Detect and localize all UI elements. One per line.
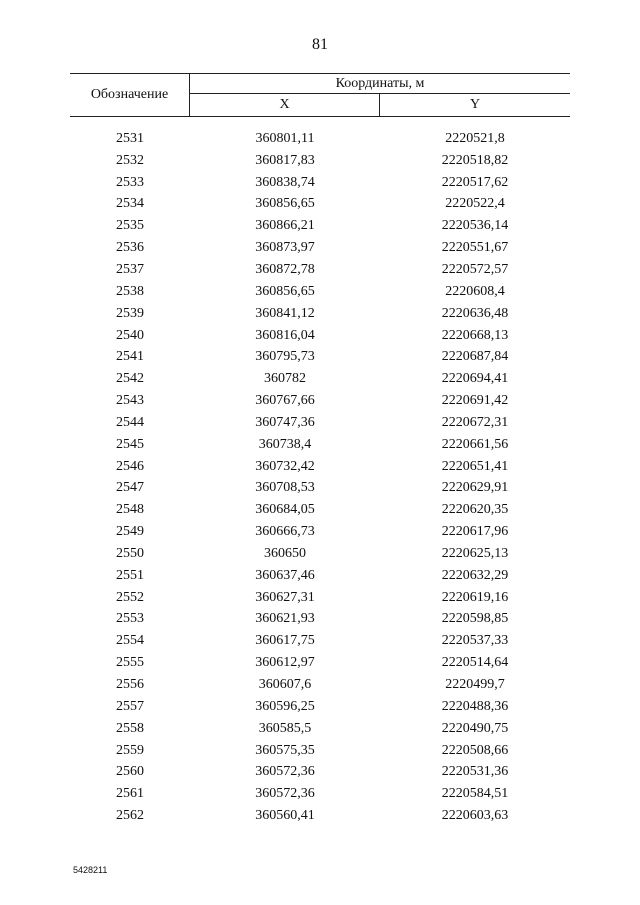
designation-cell: 2540 xyxy=(116,327,144,343)
designation-cell: 2533 xyxy=(116,174,144,190)
designation-cell: 2555 xyxy=(116,655,144,671)
y-cell: 2220636,48 xyxy=(441,305,509,321)
y-cell: 2220629,91 xyxy=(441,480,509,496)
y-cell: 2220691,42 xyxy=(441,393,509,409)
y-cell: 2220687,84 xyxy=(441,349,509,365)
x-cell: 360607,6 xyxy=(258,677,312,693)
y-cell: 2220514,64 xyxy=(441,655,509,671)
table-row xyxy=(70,128,570,150)
table-row xyxy=(70,259,570,281)
y-cell: 2220619,16 xyxy=(441,589,509,605)
table-row xyxy=(70,630,570,652)
table-row xyxy=(70,325,570,347)
table-row xyxy=(70,718,570,740)
table-row xyxy=(70,587,570,609)
x-cell: 360738,4 xyxy=(258,436,312,452)
x-cell: 360873,97 xyxy=(255,240,315,256)
y-cell: 2220537,33 xyxy=(441,633,509,649)
y-cell: 2220651,41 xyxy=(441,458,509,474)
y-cell: 2220620,35 xyxy=(441,502,509,518)
designation-cell: 2536 xyxy=(116,240,144,256)
table-row xyxy=(70,303,570,325)
y-cell: 2220668,13 xyxy=(441,327,509,343)
designation-cell: 2550 xyxy=(116,545,144,561)
x-cell: 360596,25 xyxy=(255,698,315,714)
y-cell: 2220572,57 xyxy=(441,261,509,277)
y-cell: 2220551,67 xyxy=(441,240,509,256)
table-row xyxy=(70,456,570,478)
x-cell: 360856,65 xyxy=(255,283,315,299)
x-cell: 360866,21 xyxy=(255,218,315,234)
table-row xyxy=(70,172,570,194)
y-cell: 2220518,82 xyxy=(441,152,509,168)
table-row xyxy=(70,412,570,434)
table-row xyxy=(70,652,570,674)
designation-cell: 2547 xyxy=(116,480,144,496)
designation-cell: 2548 xyxy=(116,502,144,518)
table-row xyxy=(70,521,570,543)
table-body xyxy=(70,128,570,827)
designation-cell: 2531 xyxy=(116,130,144,146)
x-cell: 360767,66 xyxy=(255,393,315,409)
y-cell: 2220517,62 xyxy=(441,174,509,190)
y-cell: 2220672,31 xyxy=(441,414,509,430)
coordinates-table xyxy=(70,73,570,824)
table-row xyxy=(70,237,570,259)
y-cell: 2220608,4 xyxy=(445,283,505,299)
table-row xyxy=(70,696,570,718)
y-cell: 2220603,63 xyxy=(441,808,509,824)
y-cell: 2220521,8 xyxy=(445,130,505,146)
y-cell: 2220531,36 xyxy=(441,764,509,780)
table-row xyxy=(70,478,570,500)
table-header xyxy=(70,73,570,117)
table-row xyxy=(70,674,570,696)
table-row xyxy=(70,281,570,303)
footer-code: 5428211 xyxy=(73,865,108,875)
header-designation: Обозначение xyxy=(70,74,190,116)
y-cell: 2220617,96 xyxy=(441,524,509,540)
x-cell: 360637,46 xyxy=(255,567,315,583)
table-row xyxy=(70,783,570,805)
x-cell: 360612,97 xyxy=(255,655,315,671)
x-cell: 360560,41 xyxy=(255,808,315,824)
y-cell: 2220508,66 xyxy=(441,742,509,758)
y-cell: 2220536,14 xyxy=(441,218,509,234)
x-cell: 360627,31 xyxy=(255,589,315,605)
page-number: 81 xyxy=(312,36,328,53)
designation-cell: 2541 xyxy=(116,349,144,365)
x-cell: 360816,04 xyxy=(255,327,315,343)
header-coordinates: Координаты, м xyxy=(190,74,570,94)
y-cell: 2220694,41 xyxy=(441,371,509,387)
x-cell: 360708,53 xyxy=(255,480,315,496)
y-cell: 2220490,75 xyxy=(441,720,509,736)
x-cell: 360666,73 xyxy=(255,524,315,540)
y-cell: 2220488,36 xyxy=(441,698,509,714)
table-row xyxy=(70,740,570,762)
x-cell: 360684,05 xyxy=(255,502,315,518)
x-cell: 360795,73 xyxy=(255,349,315,365)
designation-cell: 2556 xyxy=(116,677,144,693)
y-cell: 2220522,4 xyxy=(445,196,505,212)
header-x: X xyxy=(190,94,380,116)
x-cell: 360841,12 xyxy=(255,305,315,321)
designation-cell: 2532 xyxy=(116,152,144,168)
y-cell: 2220499,7 xyxy=(445,677,505,693)
table-row xyxy=(70,346,570,368)
y-cell: 2220598,85 xyxy=(441,611,509,627)
y-cell: 2220584,51 xyxy=(441,786,509,802)
x-cell: 360872,78 xyxy=(255,261,315,277)
designation-cell: 2552 xyxy=(116,589,144,605)
table-row xyxy=(70,565,570,587)
table-row xyxy=(70,761,570,783)
designation-cell: 2543 xyxy=(116,393,144,409)
x-cell: 360801,11 xyxy=(255,130,315,146)
x-cell: 360617,75 xyxy=(255,633,315,649)
y-cell: 2220625,13 xyxy=(441,545,509,561)
designation-cell: 2561 xyxy=(116,786,144,802)
table-row xyxy=(70,368,570,390)
designation-cell: 2546 xyxy=(116,458,144,474)
designation-cell: 2562 xyxy=(116,808,144,824)
x-cell: 360747,36 xyxy=(255,414,315,430)
table-row xyxy=(70,194,570,216)
x-cell: 360621,93 xyxy=(255,611,315,627)
table-row xyxy=(70,150,570,172)
x-cell: 360817,83 xyxy=(255,152,315,168)
x-cell: 360585,5 xyxy=(258,720,312,736)
table-row xyxy=(70,543,570,565)
designation-cell: 2557 xyxy=(116,698,144,714)
table-row xyxy=(70,499,570,521)
x-cell: 360572,36 xyxy=(255,786,315,802)
designation-cell: 2559 xyxy=(116,742,144,758)
designation-cell: 2545 xyxy=(116,436,144,452)
designation-cell: 2558 xyxy=(116,720,144,736)
designation-cell: 2549 xyxy=(116,524,144,540)
designation-cell: 2544 xyxy=(116,414,144,430)
table-row xyxy=(70,805,570,827)
x-cell: 360782 xyxy=(264,371,306,387)
y-cell: 2220632,29 xyxy=(441,567,509,583)
designation-cell: 2534 xyxy=(116,196,144,212)
x-cell: 360575,35 xyxy=(255,742,315,758)
designation-cell: 2554 xyxy=(116,633,144,649)
y-cell: 2220661,56 xyxy=(441,436,509,452)
designation-cell: 2535 xyxy=(116,218,144,234)
designation-cell: 2560 xyxy=(116,764,144,780)
x-cell: 360732,42 xyxy=(255,458,315,474)
designation-cell: 2551 xyxy=(116,567,144,583)
designation-cell: 2553 xyxy=(116,611,144,627)
table-row xyxy=(70,434,570,456)
header-y: Y xyxy=(469,97,481,112)
x-cell: 360572,36 xyxy=(255,764,315,780)
designation-cell: 2542 xyxy=(116,371,144,387)
x-cell: 360650 xyxy=(264,545,306,561)
x-cell: 360838,74 xyxy=(255,174,315,190)
x-cell: 360856,65 xyxy=(255,196,315,212)
table-row xyxy=(70,390,570,412)
table-row xyxy=(70,609,570,631)
designation-cell: 2537 xyxy=(116,261,144,277)
designation-cell: 2539 xyxy=(116,305,144,321)
table-row xyxy=(70,215,570,237)
designation-cell: 2538 xyxy=(116,283,144,299)
